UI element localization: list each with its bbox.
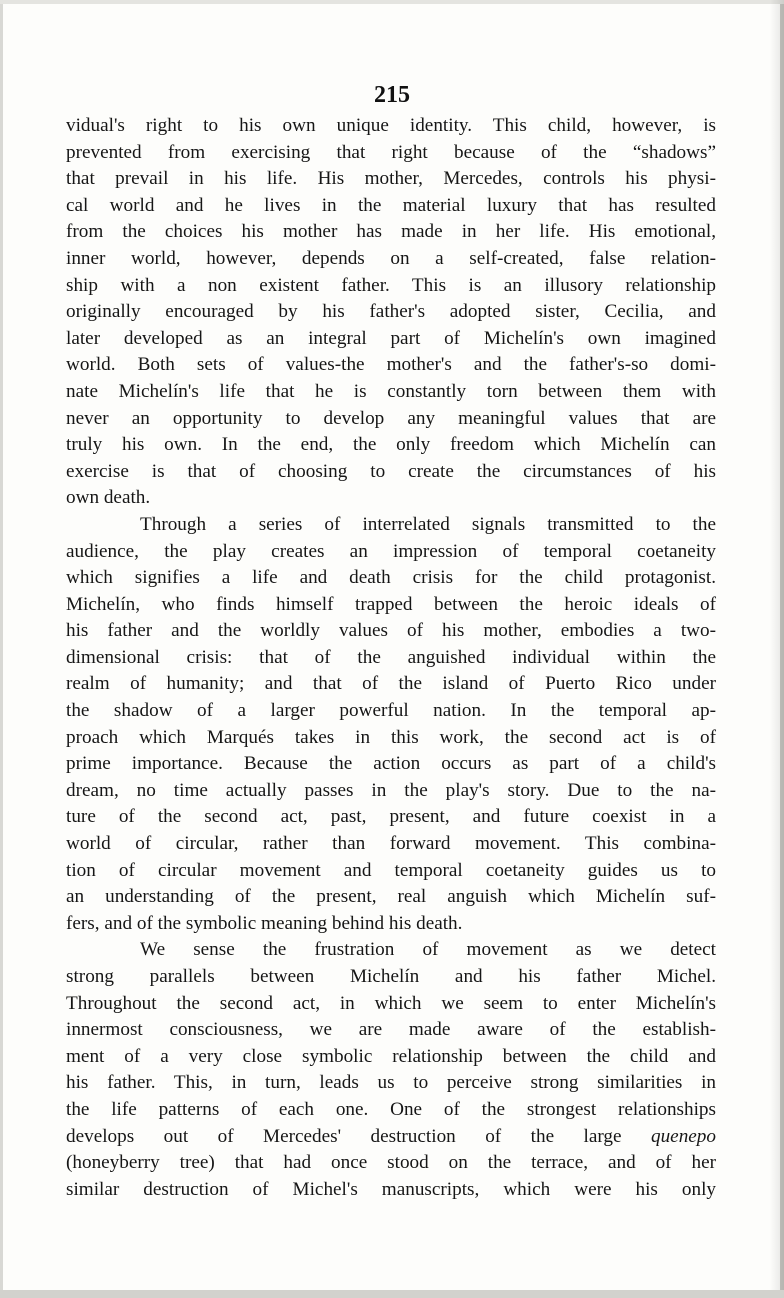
- text-line: proach which Marqués takes in this work, the second act is of: [66, 726, 716, 748]
- text-line: his father. This, in turn, leads us to perceive strong similarities in: [66, 1072, 716, 1094]
- paragraph-2: [66, 512, 716, 938]
- text-line: similar destruction of Michel's manuscripts, which were his only: [66, 1178, 716, 1200]
- page-bottom-edge: [0, 1290, 784, 1298]
- paragraph-1: [66, 113, 716, 512]
- text-line: own death.: [66, 487, 151, 509]
- text-line: We sense the frustration of movement as we detect: [140, 939, 716, 961]
- text-line: ment of a very close symbolic relationship between the child and: [66, 1045, 716, 1067]
- text-line: dimensional crisis: that of the anguished individual within the: [66, 646, 716, 668]
- text-line: an understanding of the present, real anguish which Michelín suf-: [66, 886, 716, 908]
- italic-term: quenepo: [650, 1125, 716, 1147]
- text-line: later developed as an integral part of Michelín's own imagined: [66, 327, 716, 349]
- text-line: realm of humanity; and that of the island of Puerto Rico under: [66, 673, 716, 695]
- paragraph-3: [66, 937, 716, 1203]
- text-line: Through a series of interrelated signals transmitted to the: [140, 513, 716, 535]
- text-line: dream, no time actually passes in the play's story. Due to the na-: [66, 779, 716, 801]
- text-line: strong parallels between Michelín and his father Michel.: [66, 966, 716, 987]
- page-number: 215: [374, 82, 410, 108]
- text-line: fers, and of the symbolic meaning behind his death.: [66, 912, 463, 934]
- text-line: the life patterns of each one. One of the strongest relationships: [66, 1098, 716, 1120]
- text-line: innermost consciousness, we are made aware of the establish-: [66, 1019, 716, 1041]
- text-line: that prevail in his life. His mother, Mercedes, controls his physi-: [66, 168, 716, 190]
- text-line: world of circular, rather than forward movement. This combina-: [66, 833, 716, 855]
- text-line: world. Both sets of values-the mother's and the father's-so domi-: [66, 354, 716, 376]
- text-line: audience, the play creates an impression of temporal coetaneity: [66, 540, 716, 562]
- text-line-with-italic: [66, 1124, 716, 1151]
- text-line: ture of the second act, past, present, and future coexist in a: [66, 806, 716, 828]
- text-line: truly his own. In the end, the only freedom which Michelín can: [66, 434, 716, 456]
- text-line: cal world and he lives in the material luxury that has resulted: [66, 194, 716, 216]
- text-line: vidual's right to his own unique identity. This child, however, is: [66, 115, 716, 136]
- text-line: prevented from exercising that right because of the “shadows”: [66, 141, 716, 163]
- text-line: never an opportunity to develop any meaningful values that are: [66, 407, 716, 429]
- text-line: prime importance. Because the action occurs as part of a child's: [66, 753, 716, 775]
- text-line: Throughout the second act, in which we seem to enter Michelín's: [66, 992, 716, 1014]
- text-line: originally encouraged by his father's adopted sister, Cecilia, and: [66, 301, 716, 323]
- text-line: exercise is that of choosing to create the circumstances of his: [66, 460, 716, 482]
- page-right-shadow: [770, 0, 784, 1298]
- text-line: Michelín, who finds himself trapped between the heroic ideals of: [66, 593, 716, 615]
- page-top-edge: [0, 0, 784, 4]
- text-line: the shadow of a larger powerful nation. In the temporal ap-: [66, 700, 716, 722]
- text-line: tion of circular movement and temporal coetaneity guides us to: [66, 859, 716, 881]
- text-line: inner world, however, depends on a self-created, false relation-: [66, 247, 716, 269]
- text-line: (honeyberry tree) that had once stood on the terrace, and of her: [66, 1152, 716, 1174]
- text-segment: develops out of Mercedes' destruction of the large: [66, 1125, 622, 1147]
- text-line: nate Michelín's life that he is constantly torn between them with: [66, 380, 716, 402]
- text-line: which signifies a life and death crisis for the child protagonist.: [66, 567, 716, 589]
- body-text: [66, 113, 716, 1203]
- text-line: his father and the worldly values of his mother, embodies a two-: [66, 620, 716, 642]
- text-line: from the choices his mother has made in her life. His emotional,: [66, 221, 716, 243]
- text-line: ship with a non existent father. This is an illusory relationship: [66, 274, 716, 296]
